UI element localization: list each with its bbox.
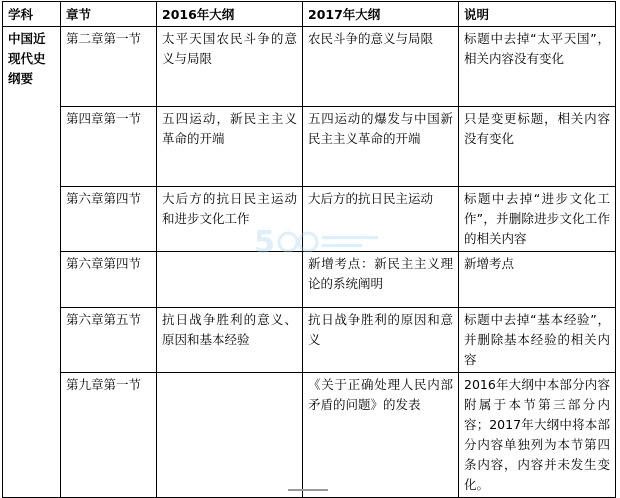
syllabus-2016-cell <box>157 252 303 308</box>
note-cell: 2016年大纲中本部分内容附属于本节第三部分内容；2017年大纲中将本部分内容单独列为本节第四条内容，内容并未发生变化。 <box>459 373 616 498</box>
syllabus-2017-cell: 农民斗争的意义与局限 <box>303 27 459 107</box>
note-cell: 标题中去掉“进步文化工作”，并删除进步文化工作的相关内容 <box>459 187 616 252</box>
header-2017-syllabus: 2017年大纲 <box>303 2 459 27</box>
note-cell: 标题中去掉“基本经验”，并删除基本经验的相关内容 <box>459 308 616 373</box>
syllabus-2016-cell: 五四运动，新民主主义革命的开端 <box>157 107 303 187</box>
header-subject: 学科 <box>3 2 61 27</box>
syllabus-2016-cell: 太平天国农民斗争的意义与局限 <box>157 27 303 107</box>
table-row <box>3 107 616 187</box>
chapter-cell: 第六章第四节 <box>61 252 157 308</box>
table-row <box>3 373 616 498</box>
syllabus-2016-cell: 抗日战争胜利的意义、原因和基本经验 <box>157 308 303 373</box>
bottom-divider <box>288 489 328 491</box>
header-2016-syllabus: 2016年大纲 <box>157 2 303 27</box>
syllabus-2016-cell <box>157 373 303 498</box>
chapter-cell: 第四章第一节 <box>61 107 157 187</box>
table-row <box>3 187 616 252</box>
header-chapter: 章节 <box>61 2 157 27</box>
syllabus-2016-cell: 大后方的抗日民主运动和进步文化工作 <box>157 187 303 252</box>
syllabus-2017-cell: 抗日战争胜利的原因和意义 <box>303 308 459 373</box>
subject-cell: 中国近现代史纲要 <box>3 27 61 498</box>
header-row <box>3 2 616 27</box>
syllabus-2017-cell: 新增考点：新民主主义理论的系统阐明 <box>303 252 459 308</box>
syllabus-2017-cell: 五四运动的爆发与中国新民主主义革命的开端 <box>303 107 459 187</box>
syllabus-2017-cell: 《关于正确处理人民内部矛盾的问题》的发表 <box>303 373 459 498</box>
chapter-cell: 第六章第四节 <box>61 187 157 252</box>
header-note: 说明 <box>459 2 616 27</box>
note-cell: 新增考点 <box>459 252 616 308</box>
chapter-cell: 第六章第五节 <box>61 308 157 373</box>
table-row <box>3 308 616 373</box>
syllabus-comparison-table <box>2 1 616 498</box>
syllabus-2017-cell: 大后方的抗日民主运动 <box>303 187 459 252</box>
note-cell: 标题中去掉“太平天国”，相关内容没有变化 <box>459 27 616 107</box>
table-row <box>3 27 616 107</box>
svg-text:5: 5 <box>254 225 275 260</box>
chapter-cell: 第二章第一节 <box>61 27 157 107</box>
chapter-cell: 第九章第一节 <box>61 373 157 498</box>
table-row <box>3 252 616 308</box>
note-cell: 只是变更标题，相关内容没有变化 <box>459 107 616 187</box>
